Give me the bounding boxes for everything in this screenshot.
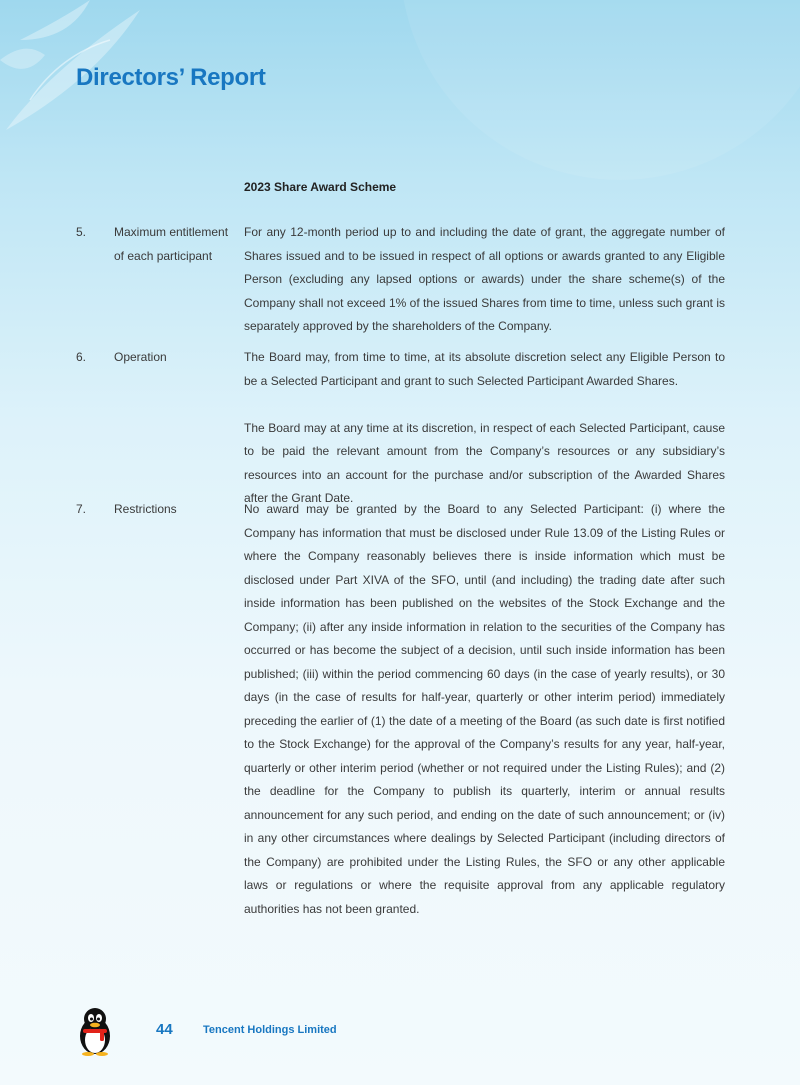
paragraph: For any 12-month period up to and including the date of grant, the aggregate number of Shares issued and to be issued in respect of all options or awards granted to any Eligible Person (excluding any lapsed options or awards) under the share scheme(s) of the Company shall not exceed 1% of the issued Shares from time to time, unless such grant is separately approved by the shareholders of the Company. bbox=[244, 225, 725, 333]
item-number: 5. bbox=[76, 225, 87, 239]
item-body bbox=[244, 346, 725, 511]
page-title: Directors’ Report bbox=[76, 64, 266, 91]
item-body bbox=[244, 498, 725, 921]
paragraph: The Board may, from time to time, at its absolute discretion select any Eligible Person to be a Selected Participant and grant to such Selected Participant Awarded Shares. bbox=[244, 350, 725, 388]
section-heading: 2023 Share Award Scheme bbox=[244, 180, 397, 194]
item-label: Maximum entitlement of each participant bbox=[114, 225, 229, 263]
item-label: Restrictions bbox=[114, 502, 177, 516]
company-name: Tencent Holdings Limited bbox=[203, 1024, 337, 1036]
item-number: 7. bbox=[76, 502, 87, 516]
item-number: 6. bbox=[76, 350, 87, 364]
paragraph: The Board may at any time at its discretion, in respect of each Selected Participant, cause to be paid the relevant amount from the Company’s resources or any subsidiary’s resources into an account for the purchase and/or subscription of the Awarded Shares after the Grant Date. bbox=[244, 420, 725, 505]
item-label: Operation bbox=[114, 350, 167, 364]
page-number: 44 bbox=[156, 1021, 173, 1038]
penguin-mascot-icon bbox=[74, 1006, 116, 1056]
paragraph: No award may be granted by the Board to any Selected Participant: (i) where the Company has information that must be disclosed under Rule 13.09 of the Listing Rules or where the Company reasonably believes there is inside information which must be disclosed under Part XIVA of the SFO, until (and including) the trading date after such inside information has been published on the websites of the Stock Exchange and the Company; (ii) after any inside information in relation to the securities of the Company has occurred or has become the subject of a decision, until such inside information has been published; (iii) within the period commencing 60 days (in the case of yearly results), or 30 days (in the case of results for half-year, quarterly or other interim period) immediately preceding the earlier of (1) the date of a meeting of the Board (as such date is first notified to the Stock Exchange) for the approval of the Company’s results for any year, half-year, quarterly or other interim period (whether or not required under the Listing Rules); and (2) the deadline for the Company to publish its quarterly, interim or annual results announcement for any such period, and ending on the date of such announcement; or (iv) in any other circumstances where dealings by Selected Participant (including directors of the Company) are prohibited under the Listing Rules, the SFO or any other applicable laws or regulations or where the requisite approval from any applicable regulatory authorities has not been granted. bbox=[244, 502, 725, 916]
item-body bbox=[244, 221, 725, 339]
